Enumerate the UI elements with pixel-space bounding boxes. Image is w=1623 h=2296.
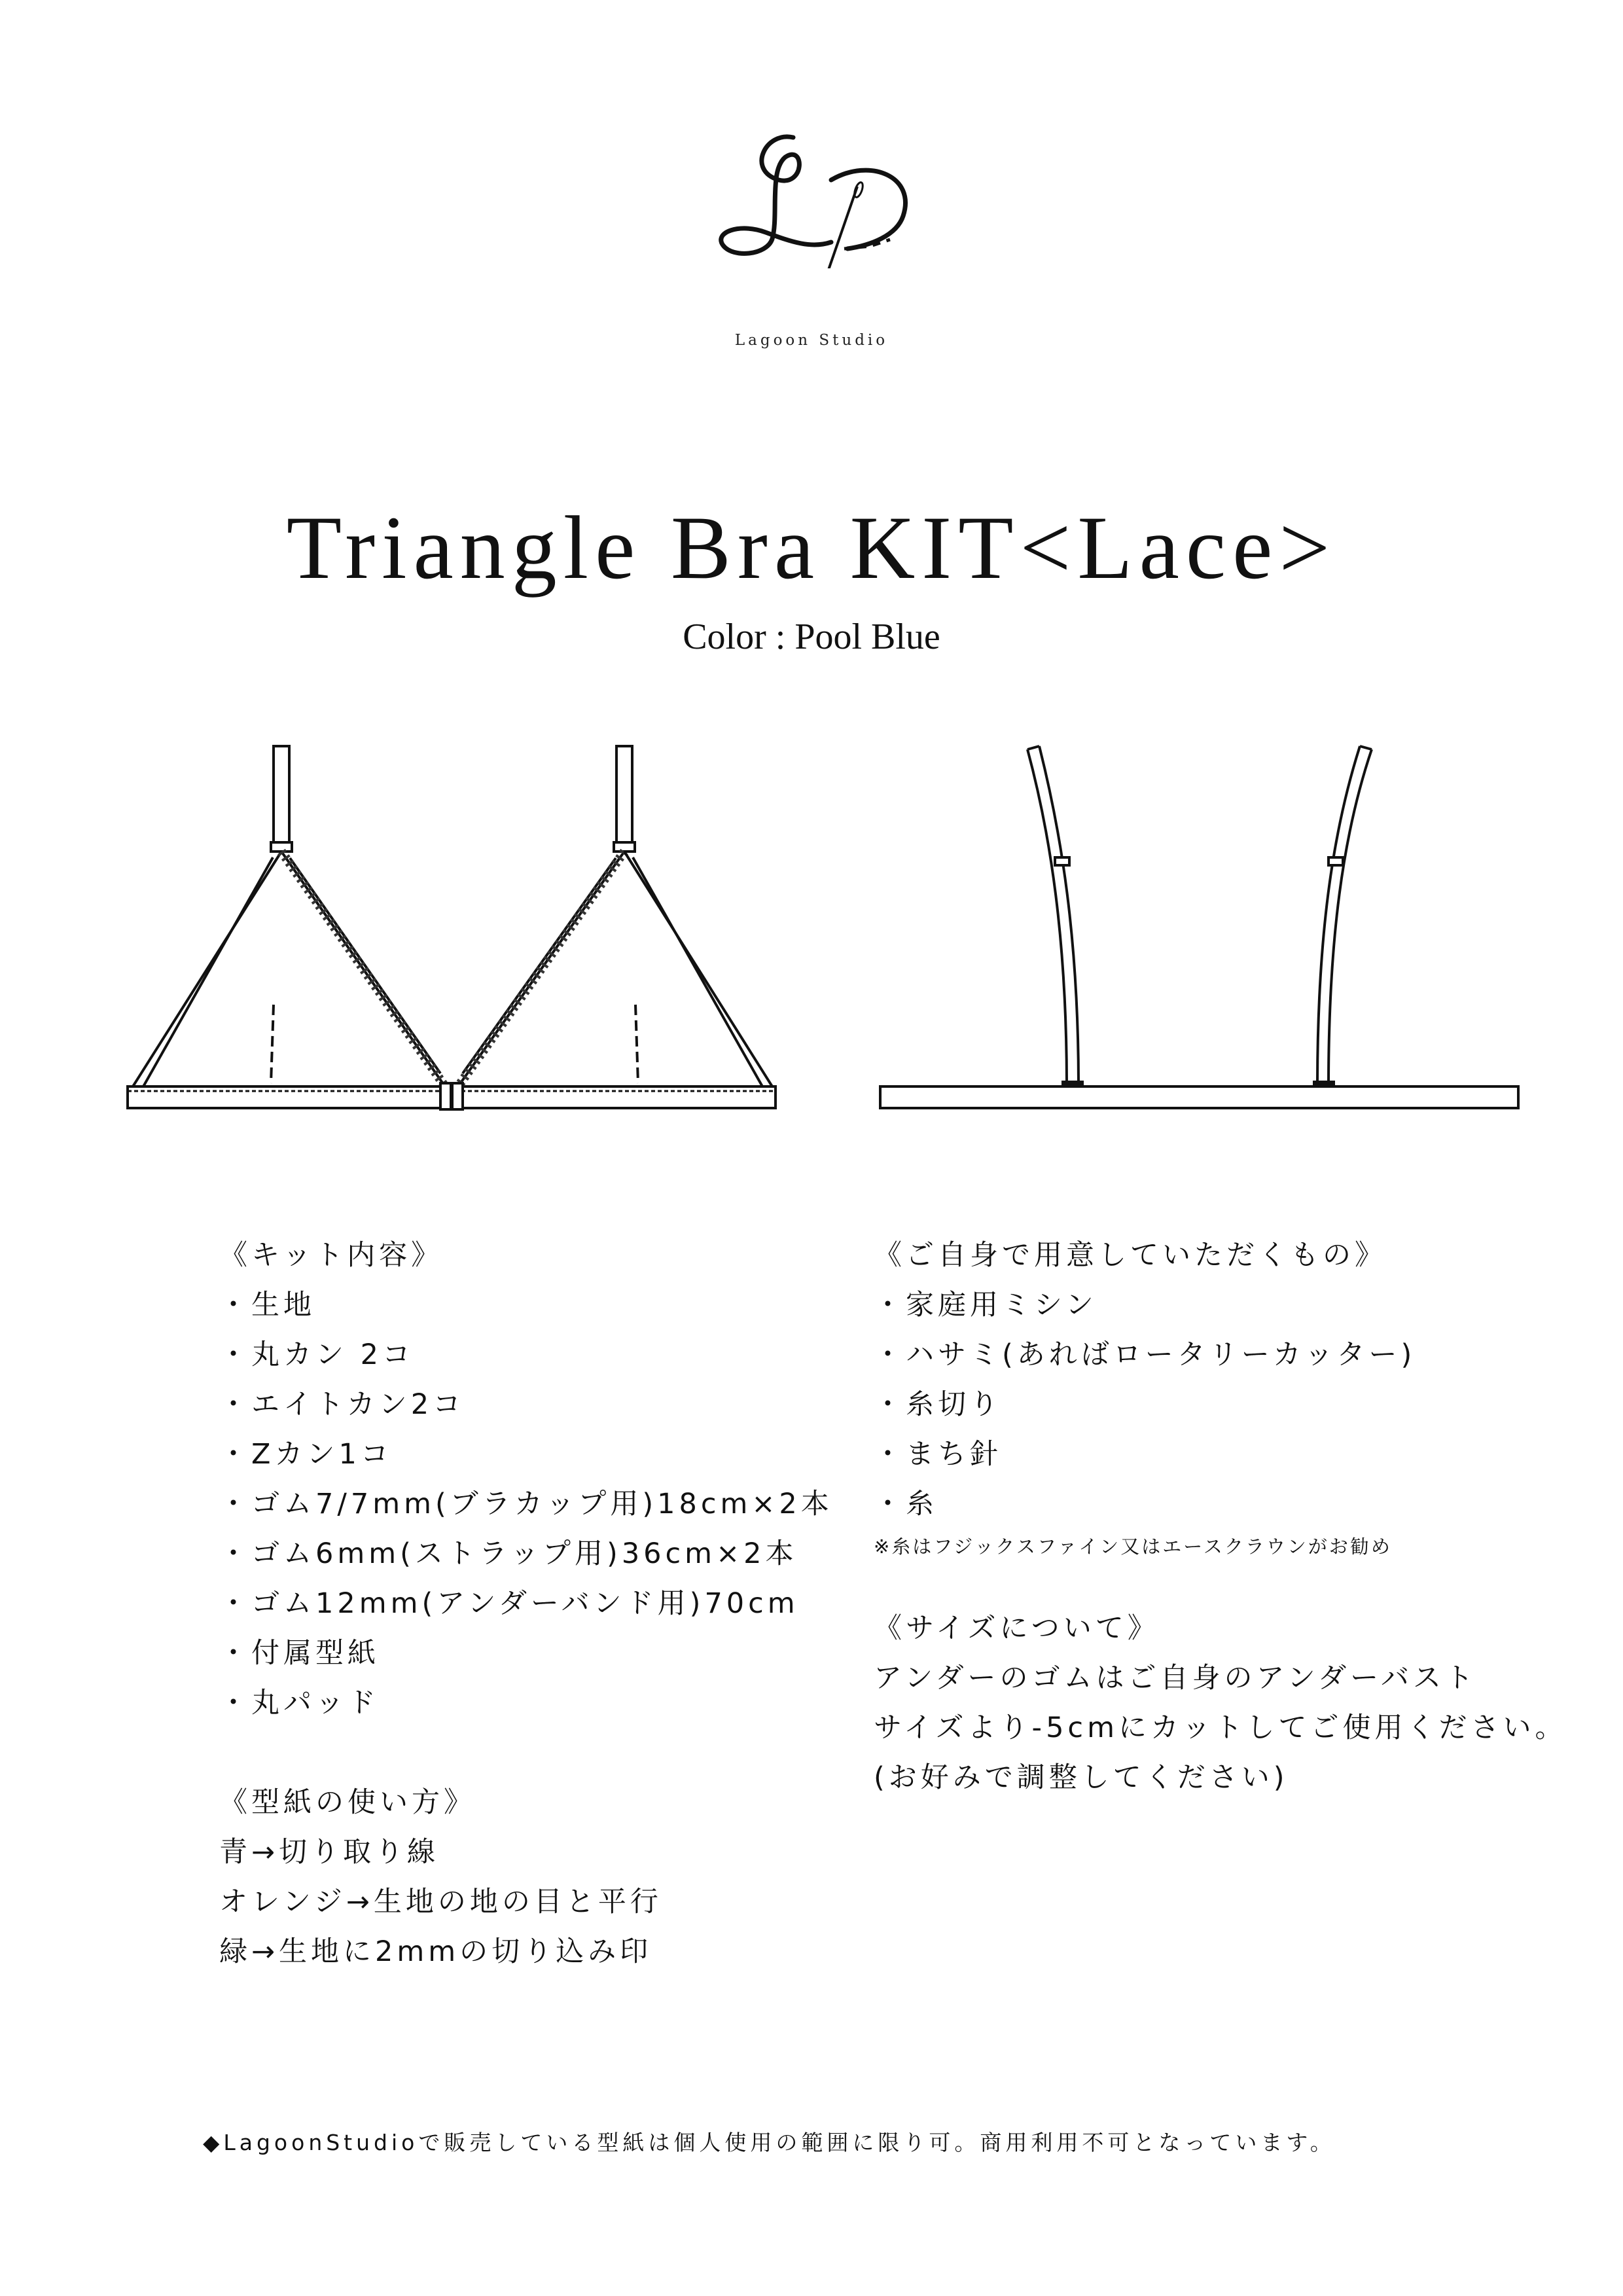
left-column [219,1230,874,1977]
kit-item: ・丸パッド [219,1687,380,1719]
prepare-item: ・糸切り [874,1388,1002,1421]
pattern-usage-item: 緑→生地に2mmの切り込み印 [219,1935,652,1968]
prepare-item: ・家庭用ミシン [874,1289,1097,1321]
logo-monogram-icon [707,118,916,268]
kit-item: ・Zカン1コ [219,1438,393,1471]
right-column [874,1230,1594,1803]
prepare-item: ・糸 [874,1488,938,1520]
bra-back-illustration [870,730,1531,1129]
size-text: アンダーのゴムはご自身のアンダーバスト [874,1662,1477,1695]
footer-notice: ◆LagoonStudioで販売している型紙は個人使用の範囲に限り可。商用利用不可となっています。 [203,2130,1336,2155]
kit-item: ・生地 [219,1289,315,1321]
kit-item: ・付属型紙 [219,1637,380,1670]
product-title: Triangle Bra KIT<Lace> [286,497,1337,598]
kit-item: ・ゴム12mm(アンダーバンド用)70cm [219,1587,799,1620]
size-text: (お好みで調整してください) [874,1761,1289,1794]
pattern-usage-item: オレンジ→生地の地の目と平行 [219,1886,662,1918]
size-text: サイズより-5cmにカットしてご使用ください。 [874,1712,1567,1744]
prepare-item: ・ハサミ(あればロータリーカッター) [874,1338,1416,1371]
kit-item: ・ゴム6mm(ストラップ用)36cm×2本 [219,1537,798,1570]
pattern-usage-item: 青→切り取り線 [219,1836,440,1869]
kit-contents-heading: 《キット内容》 [219,1239,444,1272]
brand-name: Lagoon Studio [734,332,889,349]
size-heading: 《サイズについて》 [874,1612,1160,1645]
bra-front-illustration [121,730,782,1129]
product-color: Color : Pool Blue [683,617,940,657]
kit-item: ・丸カン 2コ [219,1338,415,1371]
prepare-heading: 《ご自身で用意していただくもの》 [874,1239,1387,1272]
thread-note: ※糸はフジックスファイン又はエースクラウンがお勧め [874,1535,1392,1558]
prepare-item: ・まち針 [874,1438,1002,1471]
pattern-usage-heading: 《型紙の使い方》 [219,1786,476,1819]
brand-logo [707,118,916,268]
kit-item: ・ゴム7/7mm(ブラカップ用)18cm×2本 [219,1488,833,1520]
kit-item: ・エイトカン2コ [219,1388,465,1421]
